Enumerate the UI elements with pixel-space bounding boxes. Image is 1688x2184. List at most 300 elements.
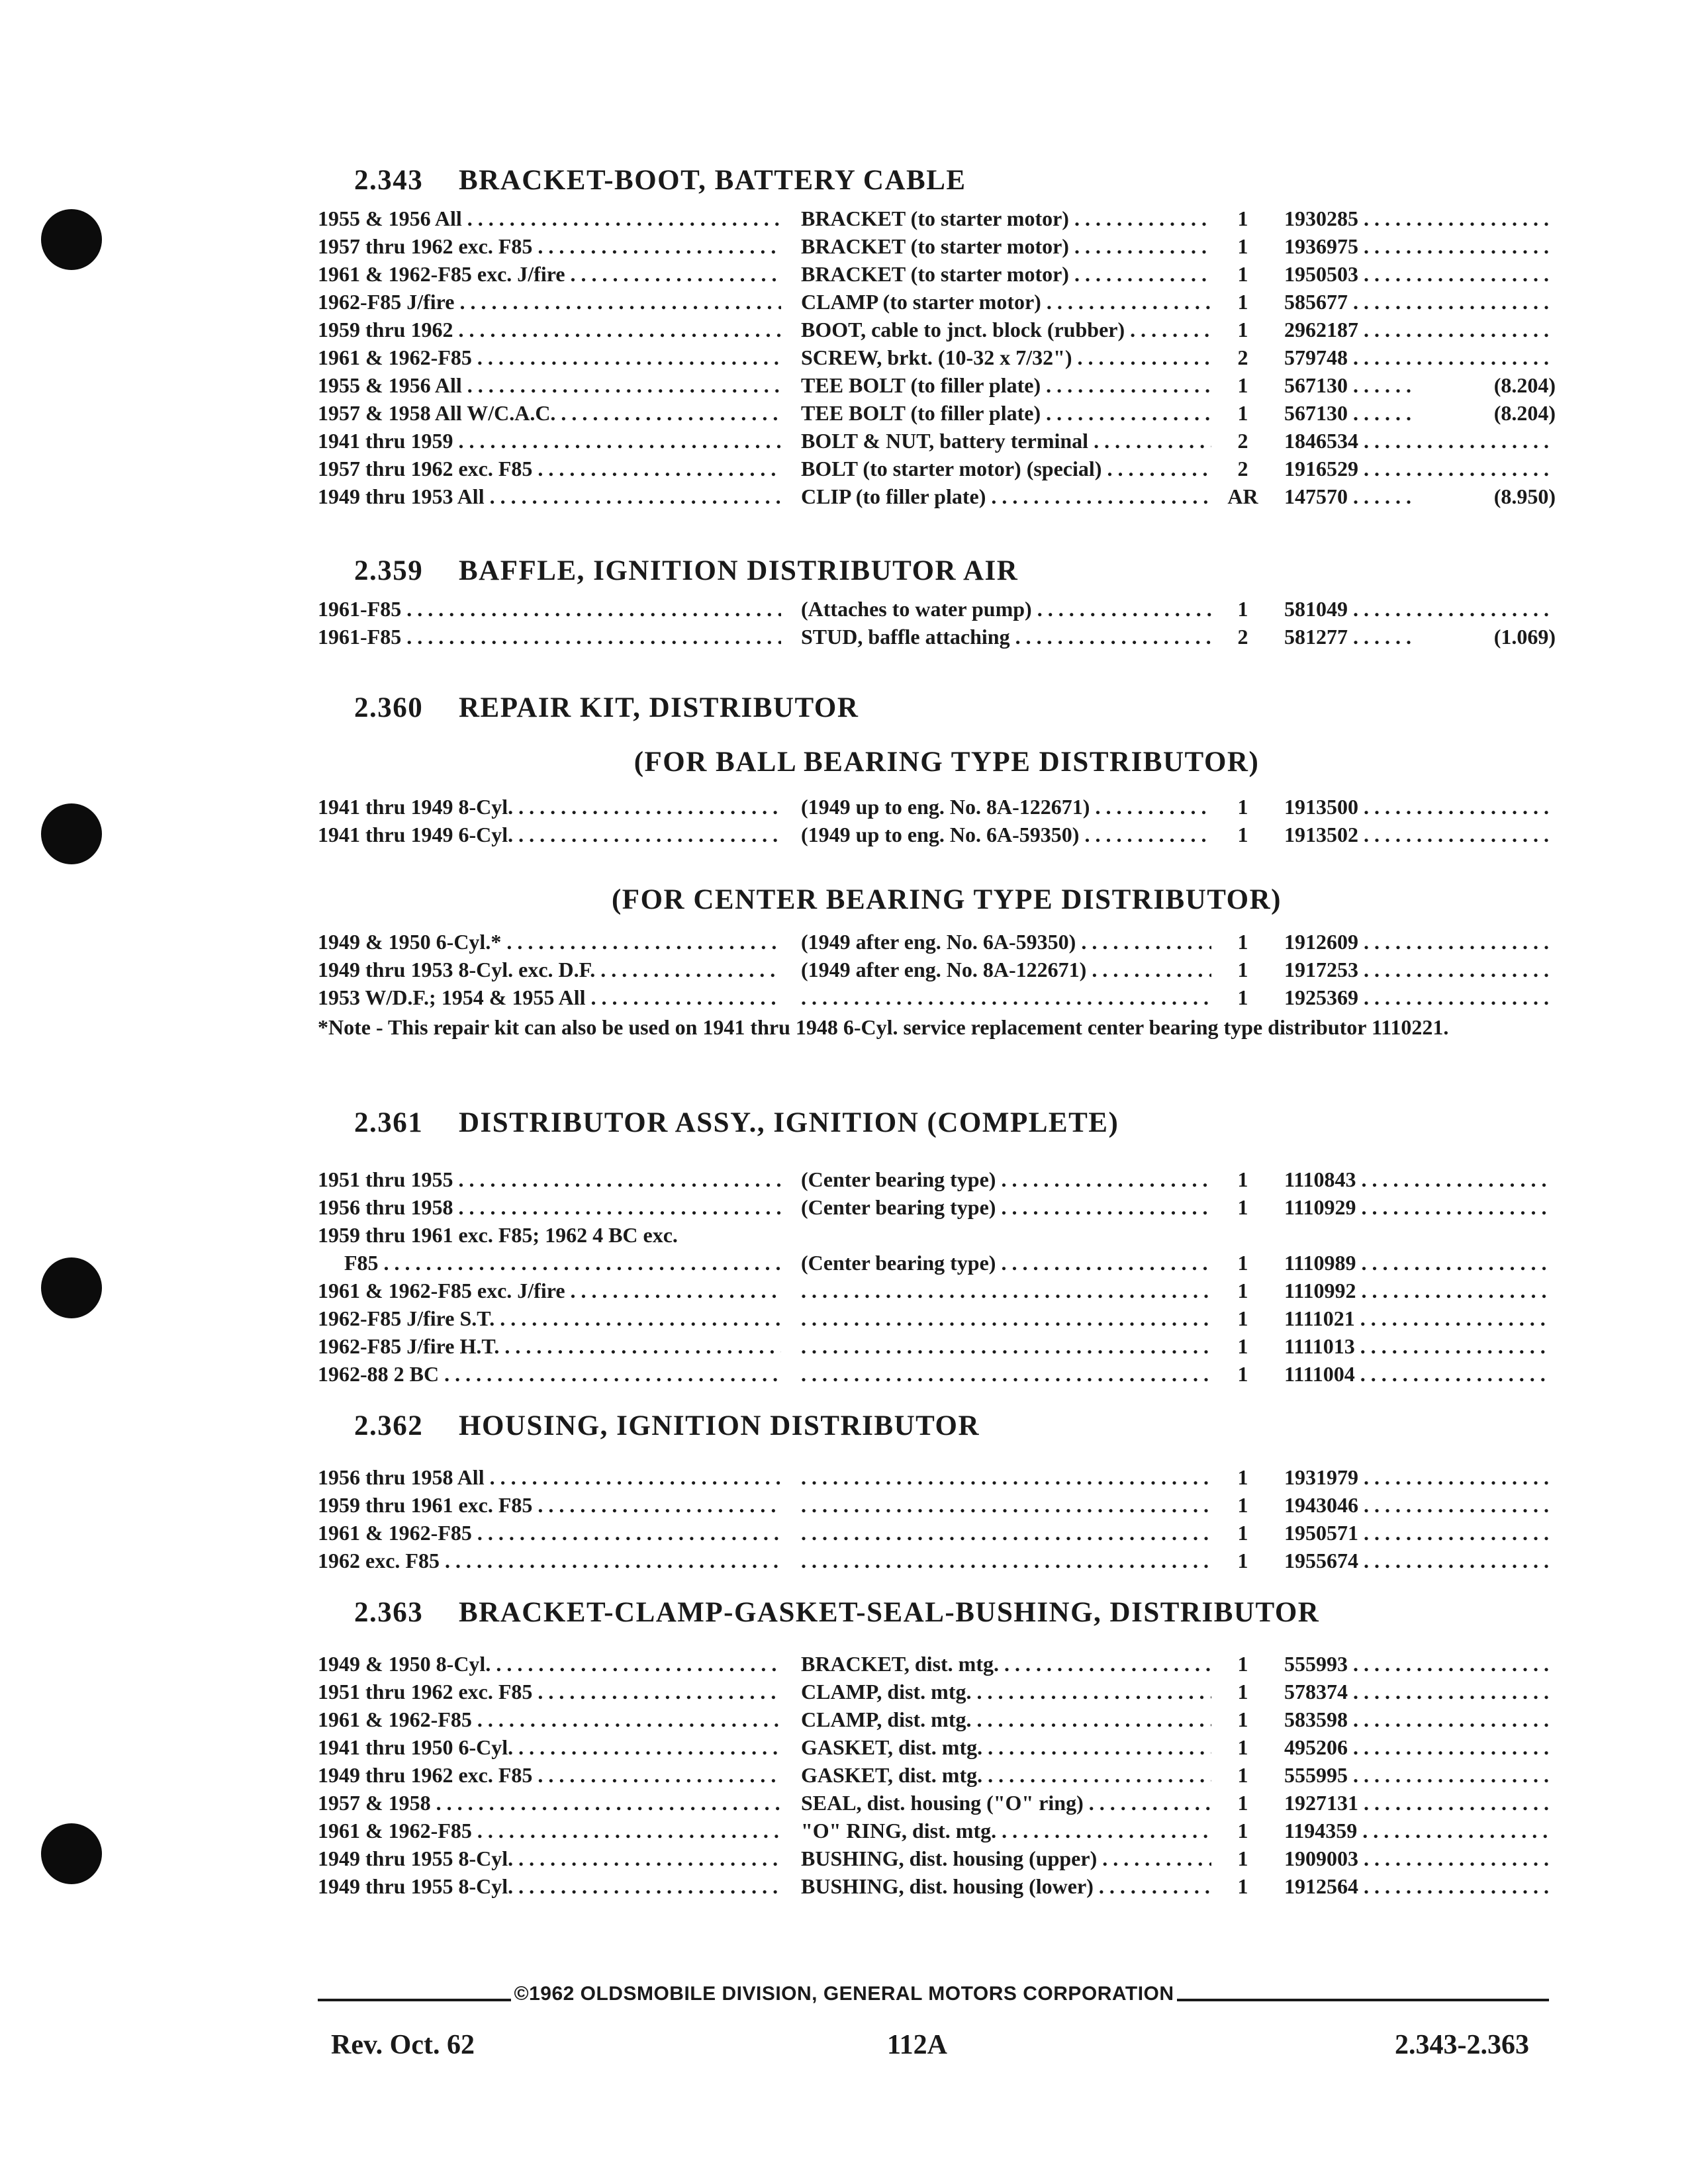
- part-number-text: 1110989: [1284, 1251, 1356, 1275]
- quantity-cell: 1: [1237, 1465, 1248, 1489]
- description-text: (Center bearing type): [801, 1167, 996, 1191]
- part-number-cell: [1284, 958, 1549, 982]
- parts-table: [318, 930, 1549, 1013]
- application-cell: [318, 1819, 781, 1843]
- table-row: [318, 1167, 1549, 1195]
- application-cell: [318, 1251, 781, 1275]
- description-text: CLAMP (to starter motor): [801, 290, 1041, 314]
- quantity-cell: 1: [1237, 930, 1248, 954]
- description-text: SCREW, brkt. (10-32 x 7/32"): [801, 345, 1072, 369]
- part-number-text: 581049: [1284, 597, 1348, 621]
- quantity-cell: 1: [1237, 1521, 1248, 1545]
- quantity-cell: 1: [1237, 958, 1248, 981]
- part-number-text: 495206: [1284, 1735, 1348, 1759]
- description-text: "O" RING, dist. mtg.: [801, 1819, 997, 1843]
- table-row: [318, 1493, 1549, 1521]
- application-text: 1941 thru 1949 6-Cyl.: [318, 823, 514, 846]
- table-row: [318, 1279, 1549, 1306]
- table-row: [318, 206, 1549, 234]
- description-cell: [801, 1549, 1211, 1573]
- application-cell: [318, 1334, 781, 1359]
- application-text: 1961 & 1962-F85 exc. J/fire: [318, 1279, 565, 1302]
- description-cell: [801, 1874, 1211, 1899]
- section-number: 2.362: [354, 1410, 424, 1441]
- description-cell: [801, 1465, 1211, 1490]
- section-title: [318, 1107, 1549, 1167]
- section-title: [318, 555, 1549, 597]
- application-cell: [318, 930, 781, 954]
- description-cell: [801, 985, 1211, 1010]
- quantity-cell: 1: [1237, 206, 1248, 230]
- quantity-cell: 2: [1237, 625, 1248, 649]
- part-number-cell: [1284, 1334, 1549, 1359]
- table-row: [318, 373, 1556, 401]
- description-cell: [801, 1521, 1211, 1545]
- description-cell: [801, 1680, 1211, 1704]
- application-cell: [318, 597, 781, 621]
- table-row: [318, 1652, 1549, 1680]
- part-number-cell: [1284, 597, 1549, 621]
- quantity-cell: 2: [1237, 457, 1248, 480]
- subsection-title-center-bearing: (FOR CENTER BEARING TYPE DISTRIBUTOR): [611, 884, 1282, 915]
- part-number-text: 1925369: [1284, 985, 1358, 1009]
- part-number-cell: [1284, 1707, 1549, 1732]
- section-2-362: [318, 1410, 1549, 1576]
- table-row: [318, 1791, 1549, 1819]
- part-number-text: 1927131: [1284, 1791, 1358, 1815]
- quantity-cell: 1: [1237, 1167, 1248, 1191]
- quantity-cell: 1: [1237, 1707, 1248, 1731]
- part-number-text: 1912609: [1284, 930, 1358, 954]
- description-text: BUSHING, dist. housing (lower): [801, 1874, 1094, 1898]
- table-row: [318, 1680, 1549, 1707]
- description-cell: [801, 1763, 1211, 1788]
- application-cell: [318, 625, 781, 649]
- section-title: [318, 692, 1549, 734]
- quantity-cell: 2: [1237, 429, 1248, 453]
- application-text: 1953 W/D.F.; 1954 & 1955 All: [318, 985, 586, 1009]
- section-heading: BRACKET-BOOT, BATTERY CABLE: [459, 165, 966, 196]
- application-text: 1961-F85: [318, 597, 402, 621]
- table-row: [318, 401, 1556, 429]
- description-cell: [801, 1493, 1211, 1518]
- table-row: [318, 1521, 1549, 1549]
- application-text: 1962-F85 J/fire: [318, 290, 455, 314]
- part-number-text: 1111021: [1284, 1306, 1355, 1330]
- description-cell: [801, 373, 1211, 398]
- table-row: [318, 1306, 1549, 1334]
- application-text: 1962 exc. F85: [318, 1549, 440, 1572]
- section-heading: REPAIR KIT, DISTRIBUTOR: [459, 692, 859, 723]
- section-heading: BAFFLE, IGNITION DISTRIBUTOR AIR: [459, 555, 1019, 586]
- application-cell: [318, 1521, 781, 1545]
- table-row: [318, 429, 1549, 457]
- description-cell: [801, 429, 1211, 453]
- part-number-cell: [1284, 930, 1549, 954]
- binder-hole: [41, 1257, 102, 1318]
- part-number-text: 567130: [1284, 373, 1348, 397]
- part-number-cell: [1284, 1763, 1549, 1788]
- quantity-cell: 2: [1237, 345, 1248, 369]
- table-row: [318, 290, 1549, 318]
- description-cell: [801, 1707, 1211, 1732]
- application-text: 1959 thru 1961 exc. F85; 1962 4 BC exc.: [318, 1223, 678, 1247]
- part-number-cell: [1284, 1362, 1549, 1387]
- part-number-text: 585677: [1284, 290, 1348, 314]
- quantity-cell: 1: [1237, 1791, 1248, 1815]
- section-number: 2.363: [354, 1597, 424, 1628]
- application-text: 1949 thru 1953 All: [318, 484, 485, 508]
- table-row: [318, 345, 1549, 373]
- part-number-cell: [1284, 1652, 1549, 1676]
- quantity-cell: 1: [1237, 1846, 1248, 1870]
- application-cell: [318, 401, 781, 426]
- description-cell: [801, 823, 1211, 847]
- table-row: [318, 930, 1549, 958]
- table-row: [318, 234, 1549, 262]
- application-text: 1949 & 1950 6-Cyl.*: [318, 930, 502, 954]
- application-text: 1961 & 1962-F85: [318, 345, 472, 369]
- part-number-cell: [1284, 1549, 1549, 1573]
- application-text: 1957 & 1958: [318, 1791, 431, 1815]
- application-cell: [318, 985, 781, 1010]
- application-cell: [318, 1167, 781, 1192]
- description-cell: [801, 318, 1211, 342]
- table-row: [318, 597, 1549, 625]
- part-number-cell: [1284, 345, 1549, 370]
- cross-reference-cell: (8.950): [1417, 484, 1556, 509]
- part-number-text: 1111004: [1284, 1362, 1355, 1386]
- part-number-text: 1955674: [1284, 1549, 1358, 1572]
- application-cell: [318, 1493, 781, 1518]
- description-cell: [801, 1362, 1211, 1387]
- part-number-text: 583598: [1284, 1707, 1348, 1731]
- part-number-text: 1110843: [1284, 1167, 1356, 1191]
- description-cell: [801, 262, 1211, 287]
- description-text: BRACKET (to starter motor): [801, 206, 1069, 230]
- quantity-cell: 1: [1237, 823, 1248, 846]
- description-cell: [801, 597, 1211, 621]
- part-number-cell: [1284, 1251, 1549, 1275]
- section-2-359: [318, 555, 1556, 653]
- description-cell: [801, 1652, 1211, 1676]
- footer-copyright: ©1962 OLDSMOBILE DIVISION, GENERAL MOTORS CORPORATION: [0, 1983, 1688, 2005]
- application-text: 1961 & 1962-F85: [318, 1819, 472, 1843]
- table-row: [318, 625, 1556, 653]
- description-cell: [801, 930, 1211, 954]
- cross-reference-cell: (8.204): [1417, 373, 1556, 398]
- description-cell: [801, 1167, 1211, 1192]
- description-text: (1949 after eng. No. 8A-122671): [801, 958, 1087, 981]
- description-text: (1949 up to eng. No. 6A-59350): [801, 823, 1080, 846]
- description-text: CLAMP, dist. mtg.: [801, 1707, 972, 1731]
- description-cell: [801, 1334, 1211, 1359]
- table-row: [318, 318, 1549, 345]
- section-2-360: [318, 692, 1549, 1041]
- description-text: BRACKET (to starter motor): [801, 234, 1069, 258]
- application-text: 1961-F85: [318, 625, 402, 649]
- application-text: 1949 thru 1962 exc. F85: [318, 1763, 533, 1787]
- quantity-cell: 1: [1237, 262, 1248, 286]
- section-title: [318, 1596, 1549, 1652]
- part-number-cell: [1284, 234, 1549, 259]
- quantity-cell: 1: [1237, 1763, 1248, 1787]
- part-number-cell: [1284, 290, 1549, 314]
- application-text: 1962-88 2 BC: [318, 1362, 440, 1386]
- binder-hole: [41, 209, 102, 270]
- quantity-cell: 1: [1237, 1279, 1248, 1302]
- description-cell: [801, 1819, 1211, 1843]
- application-text: 1962-F85 J/fire S.T.: [318, 1306, 495, 1330]
- table-row: [318, 985, 1549, 1013]
- parts-table: [318, 206, 1556, 512]
- description-text: GASKET, dist. mtg.: [801, 1763, 983, 1787]
- description-text: (Center bearing type): [801, 1251, 996, 1275]
- table-row: [318, 1251, 1549, 1279]
- application-text: 1959 thru 1961 exc. F85: [318, 1493, 533, 1517]
- quantity-cell: 1: [1237, 1819, 1248, 1843]
- description-text: (Center bearing type): [801, 1195, 996, 1219]
- description-cell: [801, 1306, 1211, 1331]
- application-cell: [318, 206, 781, 231]
- parts-table: [318, 1652, 1549, 1902]
- table-row: [318, 1223, 1549, 1251]
- quantity-cell: 1: [1237, 1493, 1248, 1517]
- application-cell: [318, 262, 781, 287]
- part-number-cell: [1284, 262, 1549, 287]
- part-number-cell: [1284, 795, 1549, 819]
- table-row: [318, 1549, 1549, 1576]
- quantity-cell: 1: [1237, 234, 1248, 258]
- application-cell: [318, 1223, 781, 1248]
- description-cell: [801, 1846, 1211, 1871]
- part-number-text: 1913502: [1284, 823, 1358, 846]
- part-number-text: 1930285: [1284, 206, 1358, 230]
- application-cell: [318, 318, 781, 342]
- section-2-363: [318, 1596, 1549, 1902]
- table-row: [318, 1819, 1549, 1846]
- description-text: BRACKET (to starter motor): [801, 262, 1069, 286]
- application-cell: [318, 1680, 781, 1704]
- part-number-text: 1110929: [1284, 1195, 1356, 1219]
- application-text: 1961 & 1962-F85: [318, 1521, 472, 1545]
- part-number-text: 1950571: [1284, 1521, 1358, 1545]
- part-number-text: 1917253: [1284, 958, 1358, 981]
- description-text: SEAL, dist. housing ("O" ring): [801, 1791, 1084, 1815]
- section-number: 2.361: [354, 1107, 424, 1138]
- description-cell: [801, 625, 1211, 649]
- part-number-text: 1936975: [1284, 234, 1358, 258]
- description-text: (1949 after eng. No. 6A-59350): [801, 930, 1076, 954]
- description-text: TEE BOLT (to filler plate): [801, 401, 1041, 425]
- part-number-text: 1950503: [1284, 262, 1358, 286]
- application-cell: [318, 1763, 781, 1788]
- section-number: 2.359: [354, 555, 424, 586]
- section-2-343: [318, 164, 1556, 512]
- application-text: 1961 & 1962-F85: [318, 1707, 472, 1731]
- cross-reference-cell: (1.069): [1417, 625, 1556, 649]
- description-cell: [801, 1195, 1211, 1220]
- description-cell: [801, 958, 1211, 982]
- quantity-cell: 1: [1237, 318, 1248, 341]
- quantity-cell: AR: [1227, 484, 1258, 508]
- application-cell: [318, 290, 781, 314]
- application-text: 1957 & 1958 All W/C.A.C.: [318, 401, 556, 425]
- application-text: 1957 thru 1962 exc. F85: [318, 234, 533, 258]
- part-number-text: 555993: [1284, 1652, 1348, 1676]
- description-cell: [801, 484, 1211, 509]
- part-number-text: 1846534: [1284, 429, 1358, 453]
- application-cell: [318, 1549, 781, 1573]
- quantity-cell: 1: [1237, 1334, 1248, 1358]
- description-text: BUSHING, dist. housing (upper): [801, 1846, 1098, 1870]
- application-cell: [318, 345, 781, 370]
- quantity-cell: 1: [1237, 1652, 1248, 1676]
- parts-table: [318, 1465, 1549, 1576]
- application-cell: [318, 457, 781, 481]
- description-text: (Attaches to water pump): [801, 597, 1032, 621]
- quantity-cell: 1: [1237, 401, 1248, 425]
- description-cell: [801, 795, 1211, 819]
- application-text: 1949 thru 1953 8-Cyl. exc. D.F.: [318, 958, 596, 981]
- quantity-cell: 1: [1237, 1362, 1248, 1386]
- application-cell: [318, 795, 781, 819]
- description-cell: [801, 457, 1211, 481]
- part-number-text: 1913500: [1284, 795, 1358, 819]
- part-number-text: 1110992: [1284, 1279, 1356, 1302]
- description-text: STUD, baffle attaching: [801, 625, 1010, 649]
- application-text: 1941 thru 1949 8-Cyl.: [318, 795, 514, 819]
- description-text: GASKET, dist. mtg.: [801, 1735, 983, 1759]
- application-cell: [318, 429, 781, 453]
- description-cell: [801, 206, 1211, 231]
- binder-hole: [41, 1823, 102, 1884]
- quantity-cell: 1: [1237, 1549, 1248, 1572]
- footnote: *Note - This repair kit can also be used on 1941 thru 1948 6-Cyl. service replacement center bearing type distributor 1110221.: [318, 1015, 1449, 1039]
- application-text: F85: [344, 1251, 379, 1275]
- quantity-cell: 1: [1237, 597, 1248, 621]
- description-cell: [801, 290, 1211, 314]
- part-number-text: 1194359: [1284, 1819, 1358, 1843]
- parts-table: [318, 597, 1556, 653]
- description-text: BOLT & NUT, battery terminal: [801, 429, 1089, 453]
- description-cell: [801, 1279, 1211, 1303]
- table-row: [318, 1362, 1549, 1390]
- description-text: TEE BOLT (to filler plate): [801, 373, 1041, 397]
- part-number-text: 579748: [1284, 345, 1348, 369]
- part-number-cell: [1284, 1791, 1549, 1815]
- part-number-cell: [1284, 1167, 1549, 1192]
- table-row: [318, 958, 1549, 985]
- application-text: 1961 & 1962-F85 exc. J/fire: [318, 262, 565, 286]
- part-number-cell: [1284, 1521, 1549, 1545]
- description-text: BOOT, cable to jnct. block (rubber): [801, 318, 1125, 341]
- description-cell: [801, 1735, 1211, 1760]
- part-number-cell: [1284, 1465, 1549, 1490]
- part-number-text: 147570: [1284, 484, 1348, 508]
- table-row: [318, 1195, 1549, 1223]
- application-text: 1949 thru 1955 8-Cyl.: [318, 1846, 514, 1870]
- binder-hole: [41, 803, 102, 864]
- page-number: 112A: [887, 2030, 948, 2060]
- section-range: 2.343-2.363: [1395, 2030, 1529, 2060]
- table-row: [318, 262, 1549, 290]
- revision-date: Rev. Oct. 62: [331, 2030, 475, 2060]
- cross-reference-cell: (8.204): [1417, 401, 1556, 426]
- part-number-cell: [1284, 1195, 1549, 1220]
- application-text: 1941 thru 1959: [318, 429, 453, 453]
- application-text: 1959 thru 1962: [318, 318, 453, 341]
- part-number-text: 1912564: [1284, 1874, 1358, 1898]
- part-number-cell: [1284, 1819, 1549, 1843]
- part-number-cell: [1284, 823, 1549, 847]
- description-cell: [801, 1791, 1211, 1815]
- application-text: 1949 thru 1955 8-Cyl.: [318, 1874, 514, 1898]
- table-row: [318, 484, 1556, 512]
- table-row: [318, 795, 1549, 823]
- quantity-cell: 1: [1237, 985, 1248, 1009]
- part-number-text: 1111013: [1284, 1334, 1355, 1358]
- quantity-cell: 1: [1237, 373, 1248, 397]
- part-number-cell: [1284, 318, 1549, 342]
- parts-table: [318, 795, 1549, 850]
- part-number-text: 567130: [1284, 401, 1348, 425]
- application-text: 1951 thru 1955: [318, 1167, 453, 1191]
- table-row: [318, 1735, 1549, 1763]
- application-cell: [318, 1465, 781, 1490]
- description-text: (1949 up to eng. No. 8A-122671): [801, 795, 1090, 819]
- part-number-cell: [1284, 985, 1549, 1010]
- section-title: [318, 1410, 1549, 1465]
- part-number-cell: [1284, 429, 1549, 453]
- application-cell: [318, 484, 781, 509]
- section-2-361: [318, 1107, 1549, 1390]
- quantity-cell: 1: [1237, 1680, 1248, 1704]
- application-cell: [318, 1279, 781, 1303]
- application-text: 1949 & 1950 8-Cyl.: [318, 1652, 491, 1676]
- section-title: [318, 164, 1549, 206]
- description-text: BOLT (to starter motor) (special): [801, 457, 1102, 480]
- application-cell: [318, 958, 781, 982]
- application-text: 1962-F85 J/fire H.T.: [318, 1334, 500, 1358]
- part-number-cell: [1284, 206, 1549, 231]
- quantity-cell: 1: [1237, 290, 1248, 314]
- quantity-cell: 1: [1237, 1251, 1248, 1275]
- table-row: [318, 1707, 1549, 1735]
- part-number-text: 581277: [1284, 625, 1348, 649]
- application-text: 1951 thru 1962 exc. F85: [318, 1680, 533, 1704]
- table-row: [318, 1874, 1549, 1902]
- application-text: 1956 thru 1958: [318, 1195, 453, 1219]
- part-number-text: 2962187: [1284, 318, 1358, 341]
- application-cell: [318, 1874, 781, 1899]
- application-cell: [318, 1652, 781, 1676]
- table-row: [318, 1334, 1549, 1362]
- section-heading: BRACKET-CLAMP-GASKET-SEAL-BUSHING, DISTRIBUTOR: [459, 1597, 1320, 1628]
- description-text: CLAMP, dist. mtg.: [801, 1680, 972, 1704]
- section-heading: HOUSING, IGNITION DISTRIBUTOR: [459, 1410, 980, 1441]
- part-number-cell: [1284, 1846, 1549, 1871]
- description-cell: [801, 1251, 1211, 1275]
- application-cell: [318, 1306, 781, 1331]
- application-cell: [318, 1195, 781, 1220]
- description-text: CLIP (to filler plate): [801, 484, 986, 508]
- table-row: [318, 457, 1549, 484]
- description-text: BRACKET, dist. mtg.: [801, 1652, 999, 1676]
- part-number-cell: [1284, 1493, 1549, 1518]
- table-row: [318, 1763, 1549, 1791]
- part-number-cell: [1284, 1874, 1549, 1899]
